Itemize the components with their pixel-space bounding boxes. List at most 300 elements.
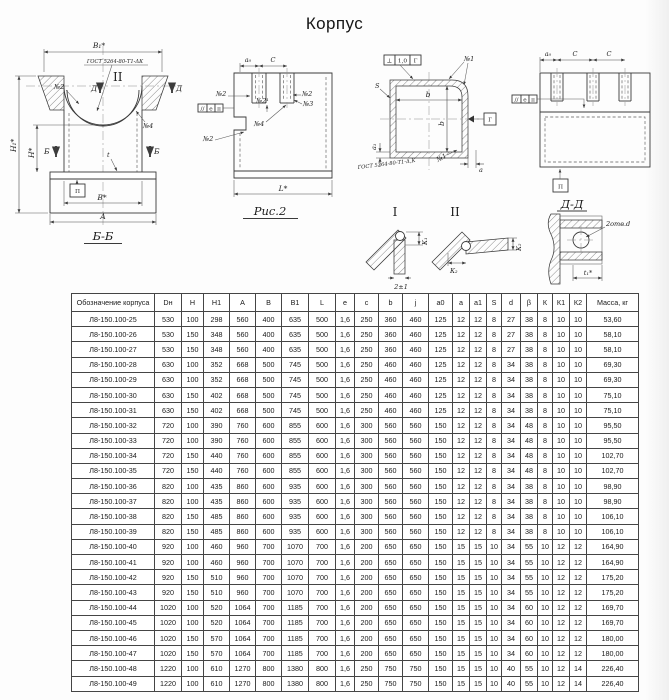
- table-cell: 1020: [155, 630, 182, 645]
- table-cell: 560: [379, 433, 403, 448]
- table-cell: 48: [521, 448, 538, 463]
- table-cell: 95,50: [587, 418, 639, 433]
- callout-n2: №2: [216, 90, 227, 98]
- table-cell: 15: [470, 630, 487, 645]
- table-cell: 10: [553, 479, 570, 494]
- table-cell: 960: [230, 585, 256, 600]
- table-cell: 55: [521, 539, 538, 554]
- saddle-right-wing: [142, 76, 168, 110]
- weld-designation-box: [198, 104, 234, 112]
- table-cell: 14: [570, 661, 587, 676]
- table-cell: 10: [570, 327, 587, 342]
- table-cell: 250: [355, 661, 379, 676]
- table-cell: 10: [538, 676, 553, 691]
- table-cell: 460: [403, 372, 429, 387]
- table-cell: 855: [282, 463, 309, 478]
- table-cell: 610: [204, 661, 230, 676]
- fig2-slot: [280, 68, 294, 108]
- dim-label-b-star: В*: [97, 193, 107, 202]
- table-cell: 75,10: [587, 387, 639, 402]
- table-row: [72, 539, 639, 554]
- svg-text:Г: Г: [413, 58, 418, 65]
- table-cell: 150: [182, 342, 204, 357]
- table-row: [72, 494, 639, 509]
- callout-n2: №2: [54, 83, 65, 91]
- table-cell: 390: [204, 418, 230, 433]
- table-cell: Л8-150.100-39: [72, 524, 155, 539]
- dim-label-t1: t₁*: [583, 269, 593, 277]
- table-cell: 8: [487, 494, 502, 509]
- table-cell: 1,6: [336, 479, 355, 494]
- table-cell: 40: [502, 676, 521, 691]
- table-cell: 34: [502, 387, 521, 402]
- table-cell: 10: [570, 509, 587, 524]
- table-cell: 500: [309, 387, 336, 402]
- table-cell: 600: [256, 418, 282, 433]
- table-cell: 12: [570, 600, 587, 615]
- callout-n21: №2¹: [256, 97, 269, 105]
- dim-label-a0: а₀: [544, 50, 552, 58]
- table-cell: 300: [355, 479, 379, 494]
- table-cell: 125: [429, 342, 453, 357]
- table-cell: 12: [453, 418, 470, 433]
- column-header: а0: [429, 294, 453, 312]
- table-cell: 560: [403, 479, 429, 494]
- column-header: S: [487, 294, 502, 312]
- dim-label-t: t: [107, 151, 110, 159]
- table-cell: 106,10: [587, 509, 639, 524]
- table-row: [72, 342, 639, 357]
- table-cell: 8: [538, 342, 553, 357]
- table-cell: 12: [570, 585, 587, 600]
- table-cell: 10: [570, 312, 587, 327]
- column-header: К1: [553, 294, 570, 312]
- svg-text:е: е: [209, 106, 213, 113]
- table-cell: 12: [470, 327, 487, 342]
- table-cell: Л8-150.100-34: [72, 448, 155, 463]
- table-cell: 530: [155, 312, 182, 327]
- table-cell: 1185: [282, 615, 309, 630]
- table-cell: 650: [379, 615, 403, 630]
- saddle-left-wing: [38, 76, 64, 110]
- table-cell: 150: [182, 387, 204, 402]
- table-cell: 402: [204, 403, 230, 418]
- table-cell: 34: [502, 494, 521, 509]
- table-cell: 10: [538, 555, 553, 570]
- table-cell: 668: [230, 387, 256, 402]
- table-cell: 600: [309, 418, 336, 433]
- table-cell: 650: [379, 600, 403, 615]
- table-row: [72, 463, 639, 478]
- table-cell: 8: [487, 479, 502, 494]
- table-row: [72, 570, 639, 585]
- table-cell: 10: [553, 342, 570, 357]
- table-cell: 34: [502, 418, 521, 433]
- svg-text://: //: [200, 106, 205, 113]
- table-cell: 560: [379, 448, 403, 463]
- table-cell: 700: [256, 646, 282, 661]
- table-cell: 500: [256, 403, 282, 418]
- table-cell: 175,20: [587, 585, 639, 600]
- table-cell: 12: [553, 630, 570, 645]
- table-cell: 530: [155, 342, 182, 357]
- table-cell: 402: [204, 387, 230, 402]
- column-header: L: [309, 294, 336, 312]
- dim-label-a1: а₁: [370, 143, 378, 150]
- table-cell: 8: [538, 479, 553, 494]
- table-cell: 69,30: [587, 372, 639, 387]
- table-cell: 10: [487, 600, 502, 615]
- table-cell: 820: [155, 524, 182, 539]
- table-cell: 100: [182, 600, 204, 615]
- table-cell: 1,6: [336, 600, 355, 615]
- dim-label-h1: Н₁*: [9, 138, 18, 152]
- table-cell: 12: [470, 479, 487, 494]
- table-cell: 250: [355, 342, 379, 357]
- table-cell: 560: [230, 342, 256, 357]
- table-cell: 8: [487, 448, 502, 463]
- table-row: [72, 646, 639, 661]
- table-cell: 600: [256, 463, 282, 478]
- table-cell: 12: [553, 676, 570, 691]
- table-cell: 860: [230, 524, 256, 539]
- table-cell: 668: [230, 357, 256, 372]
- table-cell: Л8-150.100-49: [72, 676, 155, 691]
- table-cell: 250: [355, 357, 379, 372]
- table-cell: 34: [502, 403, 521, 418]
- column-header: d: [502, 294, 521, 312]
- table-cell: 27: [502, 342, 521, 357]
- table-cell: 700: [256, 630, 282, 645]
- column-header: В: [256, 294, 282, 312]
- table-cell: 10: [553, 418, 570, 433]
- table-cell: Л8-150.100-30: [72, 387, 155, 402]
- dim-label-c: С: [572, 50, 578, 58]
- table-cell: 12: [553, 600, 570, 615]
- table-cell: 10: [570, 357, 587, 372]
- table-cell: 440: [204, 463, 230, 478]
- table-cell: 125: [429, 372, 453, 387]
- table-cell: 150: [429, 418, 453, 433]
- table-cell: Л8-150.100-48: [72, 661, 155, 676]
- table-row: [72, 509, 639, 524]
- table-cell: 1,6: [336, 555, 355, 570]
- wall-plate-section: [548, 214, 560, 284]
- column-header: Н: [182, 294, 204, 312]
- table-cell: Л8-150.100-33: [72, 433, 155, 448]
- label-s-thickness: S: [375, 82, 380, 90]
- table-cell: 700: [309, 539, 336, 554]
- table-cell: 150: [182, 524, 204, 539]
- table-cell: 600: [309, 509, 336, 524]
- table-cell: 8: [538, 327, 553, 342]
- table-cell: 100: [182, 372, 204, 387]
- table-cell: 150: [182, 403, 204, 418]
- table-cell: 460: [379, 403, 403, 418]
- table-cell: 1,6: [336, 615, 355, 630]
- table-cell: 700: [256, 539, 282, 554]
- table-cell: 500: [256, 357, 282, 372]
- table-cell: 15: [470, 555, 487, 570]
- table-cell: 570: [204, 630, 230, 645]
- table-cell: 1,6: [336, 372, 355, 387]
- table-cell: 10: [553, 463, 570, 478]
- table-cell: 435: [204, 494, 230, 509]
- table-cell: 75,10: [587, 403, 639, 418]
- svg-text://: //: [514, 97, 519, 104]
- table-cell: 720: [155, 448, 182, 463]
- table-cell: 8: [538, 524, 553, 539]
- table-cell: 12: [453, 479, 470, 494]
- table-cell: 635: [282, 312, 309, 327]
- table-cell: 1270: [230, 661, 256, 676]
- table-cell: 58,10: [587, 342, 639, 357]
- dim-label-a-small: а: [479, 166, 483, 174]
- table-cell: 855: [282, 448, 309, 463]
- column-header: β: [521, 294, 538, 312]
- dim-label-l: L*: [278, 184, 288, 193]
- table-cell: 150: [429, 615, 453, 630]
- table-cell: 100: [182, 433, 204, 448]
- table-cell: 150: [429, 494, 453, 509]
- table-cell: 700: [309, 570, 336, 585]
- table-cell: 700: [309, 600, 336, 615]
- column-header: К2: [570, 294, 587, 312]
- table-cell: 8: [487, 509, 502, 524]
- table-cell: 15: [470, 646, 487, 661]
- table-cell: 150: [429, 570, 453, 585]
- svg-text:⊥: ⊥: [386, 58, 393, 65]
- table-cell: 10: [553, 524, 570, 539]
- table-cell: 250: [355, 327, 379, 342]
- table-cell: 860: [230, 494, 256, 509]
- table-cell: 200: [355, 539, 379, 554]
- table-cell: 15: [453, 585, 470, 600]
- table-cell: 560: [403, 494, 429, 509]
- table-cell: 34: [502, 600, 521, 615]
- table-cell: 10: [538, 615, 553, 630]
- table-cell: 55: [521, 585, 538, 600]
- table-cell: 500: [256, 387, 282, 402]
- view-side: [512, 50, 650, 192]
- weld-gost-note: ГОСТ 5264-80-Т1-Δ,К: [357, 157, 416, 171]
- dim-label-gap: 2±1: [394, 283, 408, 291]
- table-cell: 53,60: [587, 312, 639, 327]
- table-cell: 300: [355, 433, 379, 448]
- table-cell: 298: [204, 312, 230, 327]
- table-cell: 560: [403, 418, 429, 433]
- table-cell: 10: [487, 570, 502, 585]
- detail-ii: [432, 205, 523, 275]
- table-cell: 100: [182, 357, 204, 372]
- table-cell: 600: [309, 433, 336, 448]
- table-cell: 10: [487, 661, 502, 676]
- view-section-bb: [9, 41, 183, 244]
- table-cell: 352: [204, 372, 230, 387]
- table-cell: 12: [453, 463, 470, 478]
- table-cell: 1064: [230, 630, 256, 645]
- table-cell: 150: [182, 585, 204, 600]
- table-cell: Л8-150.100-46: [72, 630, 155, 645]
- table-cell: 15: [453, 600, 470, 615]
- datum-g: Г: [488, 117, 492, 124]
- table-cell: 700: [256, 555, 282, 570]
- figure-caption: Рис.2: [253, 204, 287, 218]
- table-cell: 12: [570, 539, 587, 554]
- table-row: [72, 433, 639, 448]
- table-cell: 560: [379, 494, 403, 509]
- table-cell: 860: [230, 479, 256, 494]
- table-cell: 560: [230, 327, 256, 342]
- table-row: [72, 418, 639, 433]
- table-cell: 920: [155, 585, 182, 600]
- table-cell: 125: [429, 387, 453, 402]
- table-cell: 1,6: [336, 509, 355, 524]
- table-cell: 855: [282, 433, 309, 448]
- table-cell: 1,6: [336, 312, 355, 327]
- table-cell: 12: [453, 312, 470, 327]
- table-cell: 650: [403, 646, 429, 661]
- table-cell: 34: [502, 555, 521, 570]
- table-row: [72, 357, 639, 372]
- table-cell: 520: [204, 615, 230, 630]
- table-cell: 650: [403, 630, 429, 645]
- table-cell: 435: [204, 479, 230, 494]
- table-cell: 69,30: [587, 357, 639, 372]
- table-row: [72, 312, 639, 327]
- table-cell: 1,6: [336, 403, 355, 418]
- table-cell: 700: [256, 600, 282, 615]
- table-cell: 34: [502, 372, 521, 387]
- table-cell: 700: [256, 585, 282, 600]
- table-cell: 15: [453, 615, 470, 630]
- callout-n3: №3: [303, 100, 314, 108]
- dim-label-k1: К₁: [421, 237, 429, 245]
- svg-text:п: п: [217, 106, 221, 113]
- table-cell: 125: [429, 403, 453, 418]
- table-cell: 10: [487, 676, 502, 691]
- table-cell: 15: [453, 646, 470, 661]
- table-cell: 34: [502, 524, 521, 539]
- table-cell: 630: [155, 403, 182, 418]
- table-cell: 8: [487, 403, 502, 418]
- table-cell: 60: [521, 646, 538, 661]
- table-cell: 100: [182, 615, 204, 630]
- table-cell: 100: [182, 676, 204, 691]
- table-cell: 10: [538, 570, 553, 585]
- table-cell: 650: [403, 585, 429, 600]
- table-cell: 720: [155, 433, 182, 448]
- dim-label-c: С: [270, 56, 276, 64]
- table-cell: 34: [502, 630, 521, 645]
- table-cell: 8: [487, 357, 502, 372]
- table-cell: 560: [403, 433, 429, 448]
- table-cell: 8: [538, 312, 553, 327]
- page-title: Корпус: [305, 14, 364, 33]
- table-cell: 8: [538, 357, 553, 372]
- table-cell: Л8-150.100-40: [72, 539, 155, 554]
- table-cell: Л8-150.100-43: [72, 585, 155, 600]
- table-cell: 38: [521, 387, 538, 402]
- table-cell: 500: [309, 372, 336, 387]
- dim-label-k2-vert: К₂: [515, 243, 523, 251]
- table-cell: 1020: [155, 600, 182, 615]
- table-cell: 750: [403, 676, 429, 691]
- callout-n1: №1: [435, 151, 449, 164]
- table-cell: 1380: [282, 676, 309, 691]
- table-cell: 150: [429, 555, 453, 570]
- dim-label-b-vert: b: [437, 121, 446, 126]
- table-cell: 560: [379, 418, 403, 433]
- table-cell: 10: [570, 448, 587, 463]
- table-cell: 12: [453, 524, 470, 539]
- table-cell: 1,6: [336, 357, 355, 372]
- table-cell: 15: [470, 539, 487, 554]
- table-cell: 1070: [282, 555, 309, 570]
- table-cell: 700: [256, 615, 282, 630]
- table-cell: 125: [429, 312, 453, 327]
- table-cell: 34: [502, 539, 521, 554]
- table-cell: 630: [155, 387, 182, 402]
- table-cell: 700: [309, 615, 336, 630]
- table-cell: 920: [155, 555, 182, 570]
- table-cell: 1,6: [336, 570, 355, 585]
- table-cell: 27: [502, 327, 521, 342]
- table-cell: 390: [204, 433, 230, 448]
- table-cell: 610: [204, 676, 230, 691]
- table-cell: 8: [487, 418, 502, 433]
- table-cell: 12: [453, 494, 470, 509]
- table-cell: 12: [470, 463, 487, 478]
- table-cell: 100: [182, 418, 204, 433]
- table-cell: 668: [230, 372, 256, 387]
- table-cell: 180,00: [587, 646, 639, 661]
- column-header: с: [355, 294, 379, 312]
- table-cell: 700: [309, 585, 336, 600]
- column-header: А: [230, 294, 256, 312]
- table-cell: 34: [502, 448, 521, 463]
- table-cell: 15: [470, 661, 487, 676]
- table-cell: 600: [256, 479, 282, 494]
- table-cell: 348: [204, 342, 230, 357]
- table-cell: 1220: [155, 676, 182, 691]
- table-cell: 360: [379, 327, 403, 342]
- table-cell: 38: [521, 494, 538, 509]
- table-cell: 100: [182, 555, 204, 570]
- table-cell: 460: [379, 387, 403, 402]
- table-cell: 460: [403, 387, 429, 402]
- table-cell: 14: [570, 676, 587, 691]
- column-header: b: [379, 294, 403, 312]
- table-cell: 860: [230, 509, 256, 524]
- detail-title-i: I: [392, 205, 398, 219]
- table-cell: Л8-150.100-47: [72, 646, 155, 661]
- table-cell: 12: [553, 661, 570, 676]
- table-cell: Л8-150.100-38: [72, 509, 155, 524]
- dim-label-k2: К₂: [450, 267, 458, 275]
- table-cell: 8: [487, 463, 502, 478]
- table-cell: 1185: [282, 630, 309, 645]
- table-row: [72, 555, 639, 570]
- table-cell: 60: [521, 615, 538, 630]
- table-cell: 12: [553, 585, 570, 600]
- table-cell: 55: [521, 570, 538, 585]
- table-cell: 100: [182, 312, 204, 327]
- technical-drawing: [0, 0, 669, 293]
- callout-n2: №2: [302, 90, 313, 98]
- table-cell: 55: [521, 661, 538, 676]
- section-mark-d-left: Д: [91, 84, 98, 93]
